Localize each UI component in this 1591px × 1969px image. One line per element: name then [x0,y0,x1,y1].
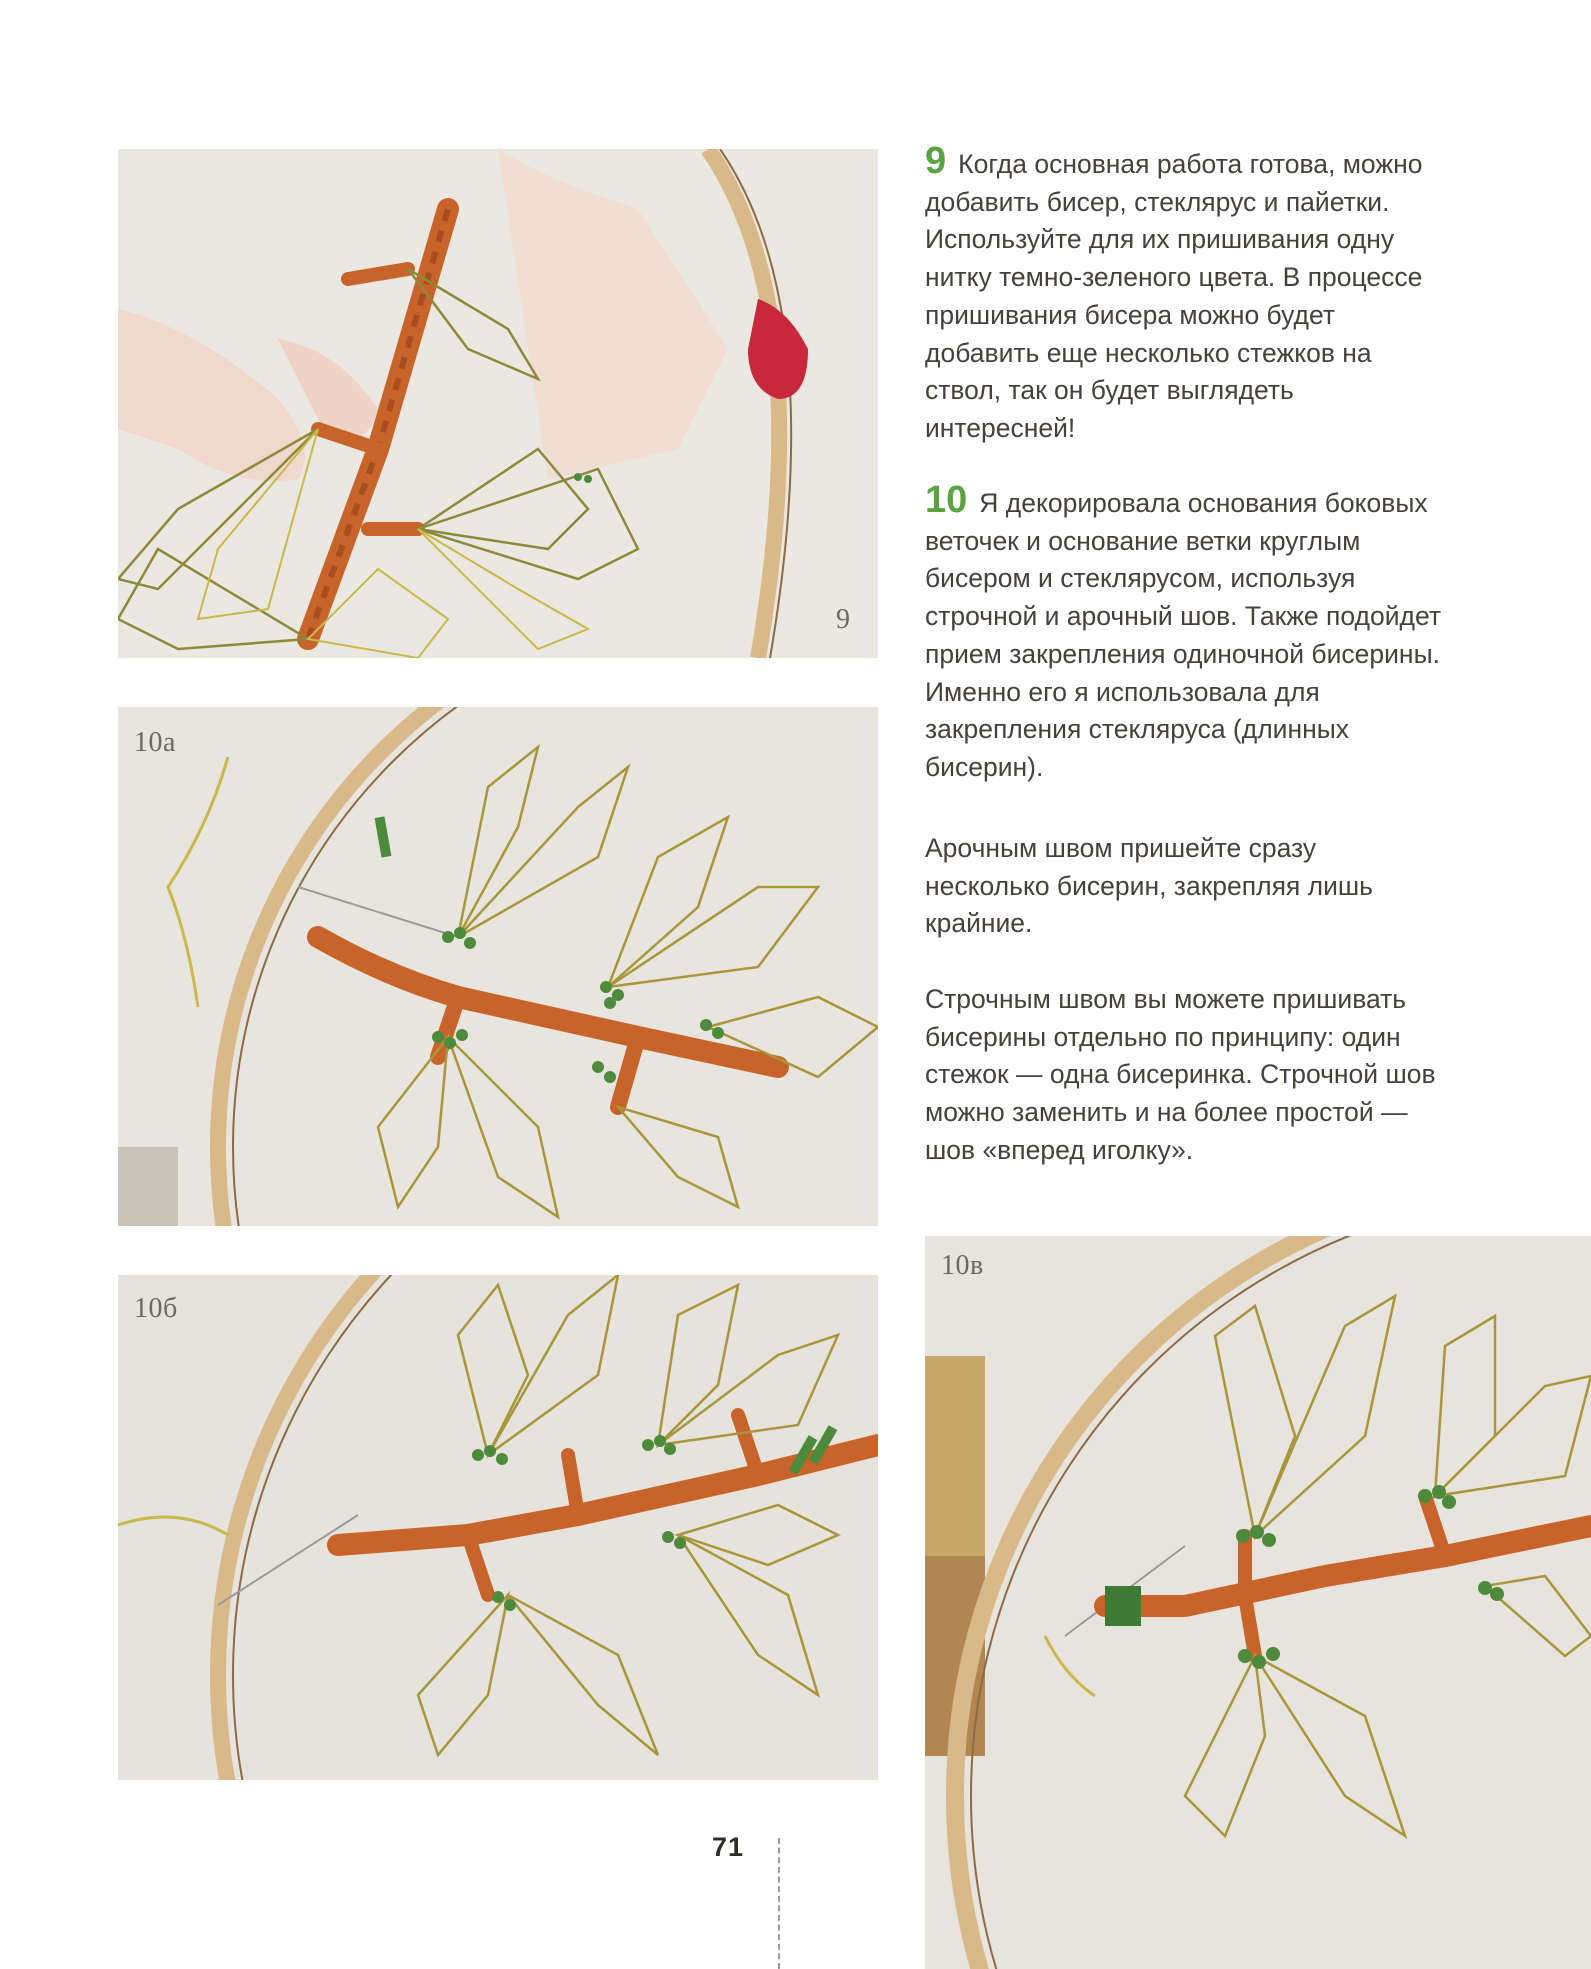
photo-label-10a: 10a [134,727,176,758]
photo-label-10c: 10в [941,1250,984,1281]
running-stitch-paragraph: Строчным швом вы можете пришивать бисерины отдельно по принципу: один стежок — одна бисеринка. Строчной шов можно заменить и на более простой — шов «вперед иголку». [925,984,1436,1165]
step-9-number: 9 [925,140,947,182]
step-10-paragraph [925,479,1445,787]
photo-label-9: 9 [836,604,851,635]
photo-step-10c [925,1236,1591,1969]
gutter-dashed-divider [778,1838,780,1969]
step-9-paragraph [925,140,1445,448]
photo-step-10a [118,707,878,1226]
step-10-text-block [925,479,1445,787]
arch-stitch-paragraph: Арочным швом пришейте сразу несколько бисерин, закрепляя лишь крайние. [925,833,1373,939]
step-10-body: Я декорировала основания боковых веточек и основание ветки круглым бисером и стеклярусом, используя строчной и арочный шов. Также подойдет прием закрепления одиночной бисерины. Именно его я использовала для закрепления стекляруса (длинных бисерин). [925,488,1441,782]
embroidery-photo-10b [118,1275,878,1780]
photo-step-9 [118,149,878,658]
page-number: 71 [712,1832,745,1862]
step-10-number: 10 [925,479,968,521]
step-9-text-block [925,140,1445,448]
embroidery-photo-9 [118,149,878,658]
embroidery-photo-10a [118,707,878,1226]
embroidery-photo-10c [925,1236,1591,1969]
step-9-body: Когда основная работа готова, можно добавить бисер, стеклярус и пайетки. Используйте для их пришивания одну нитку темно-зеленого цвета. В процессе пришивания бисера можно будет добавить еще несколько стежков на ствол, так он будет выглядеть интересней! [925,149,1423,443]
photo-step-10b [118,1275,878,1780]
photo-label-10b: 10б [134,1293,178,1324]
